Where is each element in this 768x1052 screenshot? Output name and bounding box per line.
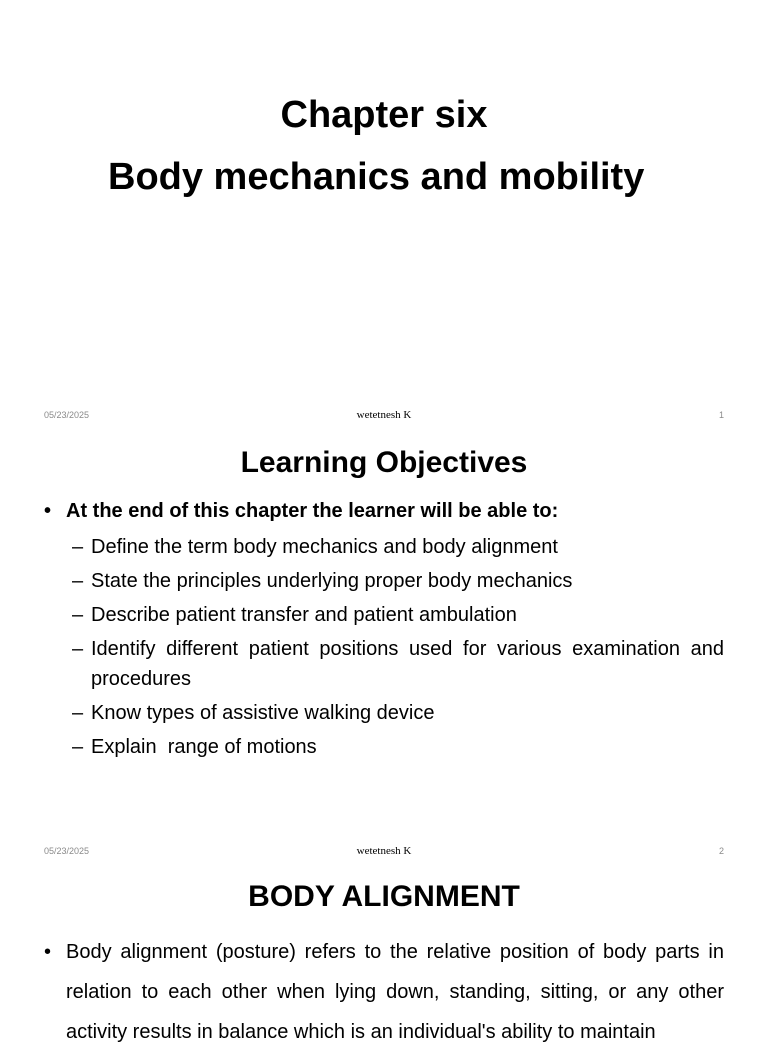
list-item-text: Describe patient transfer and patient ambulation [91,604,517,626]
objectives-lead-text: At the end of this chapter the learner will be able to: [66,500,559,522]
objectives-sublist [44,532,724,762]
chapter-subtitle: Body mechanics and mobility [108,156,645,198]
slide-1 [0,0,768,436]
objectives-lead [44,498,724,524]
footer-date: 05/23/2025 [44,410,90,420]
list-item-text: State the principles underlying proper body mechanics [91,570,573,592]
list-item-text: Identify different patient positions used for various examination and procedures [91,638,724,690]
footer-date: 05/23/2025 [44,846,90,856]
slide-heading: BODY ALIGNMENT [248,880,520,913]
bullet-icon: • [44,500,52,522]
footer-page-number: 2 [718,846,724,856]
list-item [44,532,724,562]
footer-page-number: 1 [718,410,724,420]
slide-footer [0,408,768,424]
dash-icon: – [72,604,84,626]
dash-icon: – [72,702,84,724]
list-item [44,732,724,762]
list-item [44,634,724,694]
slide-2 [0,436,768,872]
list-item [44,600,724,630]
list-item [44,566,724,596]
bullet-icon: • [44,941,52,963]
list-item-text: Define the term body mechanics and body alignment [91,536,558,558]
slide-footer [0,844,768,860]
paragraph-block [44,932,724,1052]
chapter-title: Chapter six [280,94,488,136]
dash-icon: – [72,736,84,758]
body-paragraph [44,932,724,1052]
list-item-text: Explain range of motions [91,736,317,758]
slide-heading: Learning Objectives [240,446,528,479]
dash-icon: – [72,536,84,558]
slide-3 [0,872,768,1043]
footer-author: wetetnesh K [356,845,412,857]
dash-icon: – [72,638,84,660]
list-item [44,698,724,728]
dash-icon: – [72,570,84,592]
paragraph-text: Body alignment (posture) refers to the relative position of body parts in relation to each other when lying down, standing, sitting, or any other activity results in balance which is an individual's ability to maintain [66,941,724,1043]
footer-author: wetetnesh K [356,409,412,421]
list-item-text: Know types of assistive walking device [91,702,435,724]
objectives-list [44,498,724,766]
